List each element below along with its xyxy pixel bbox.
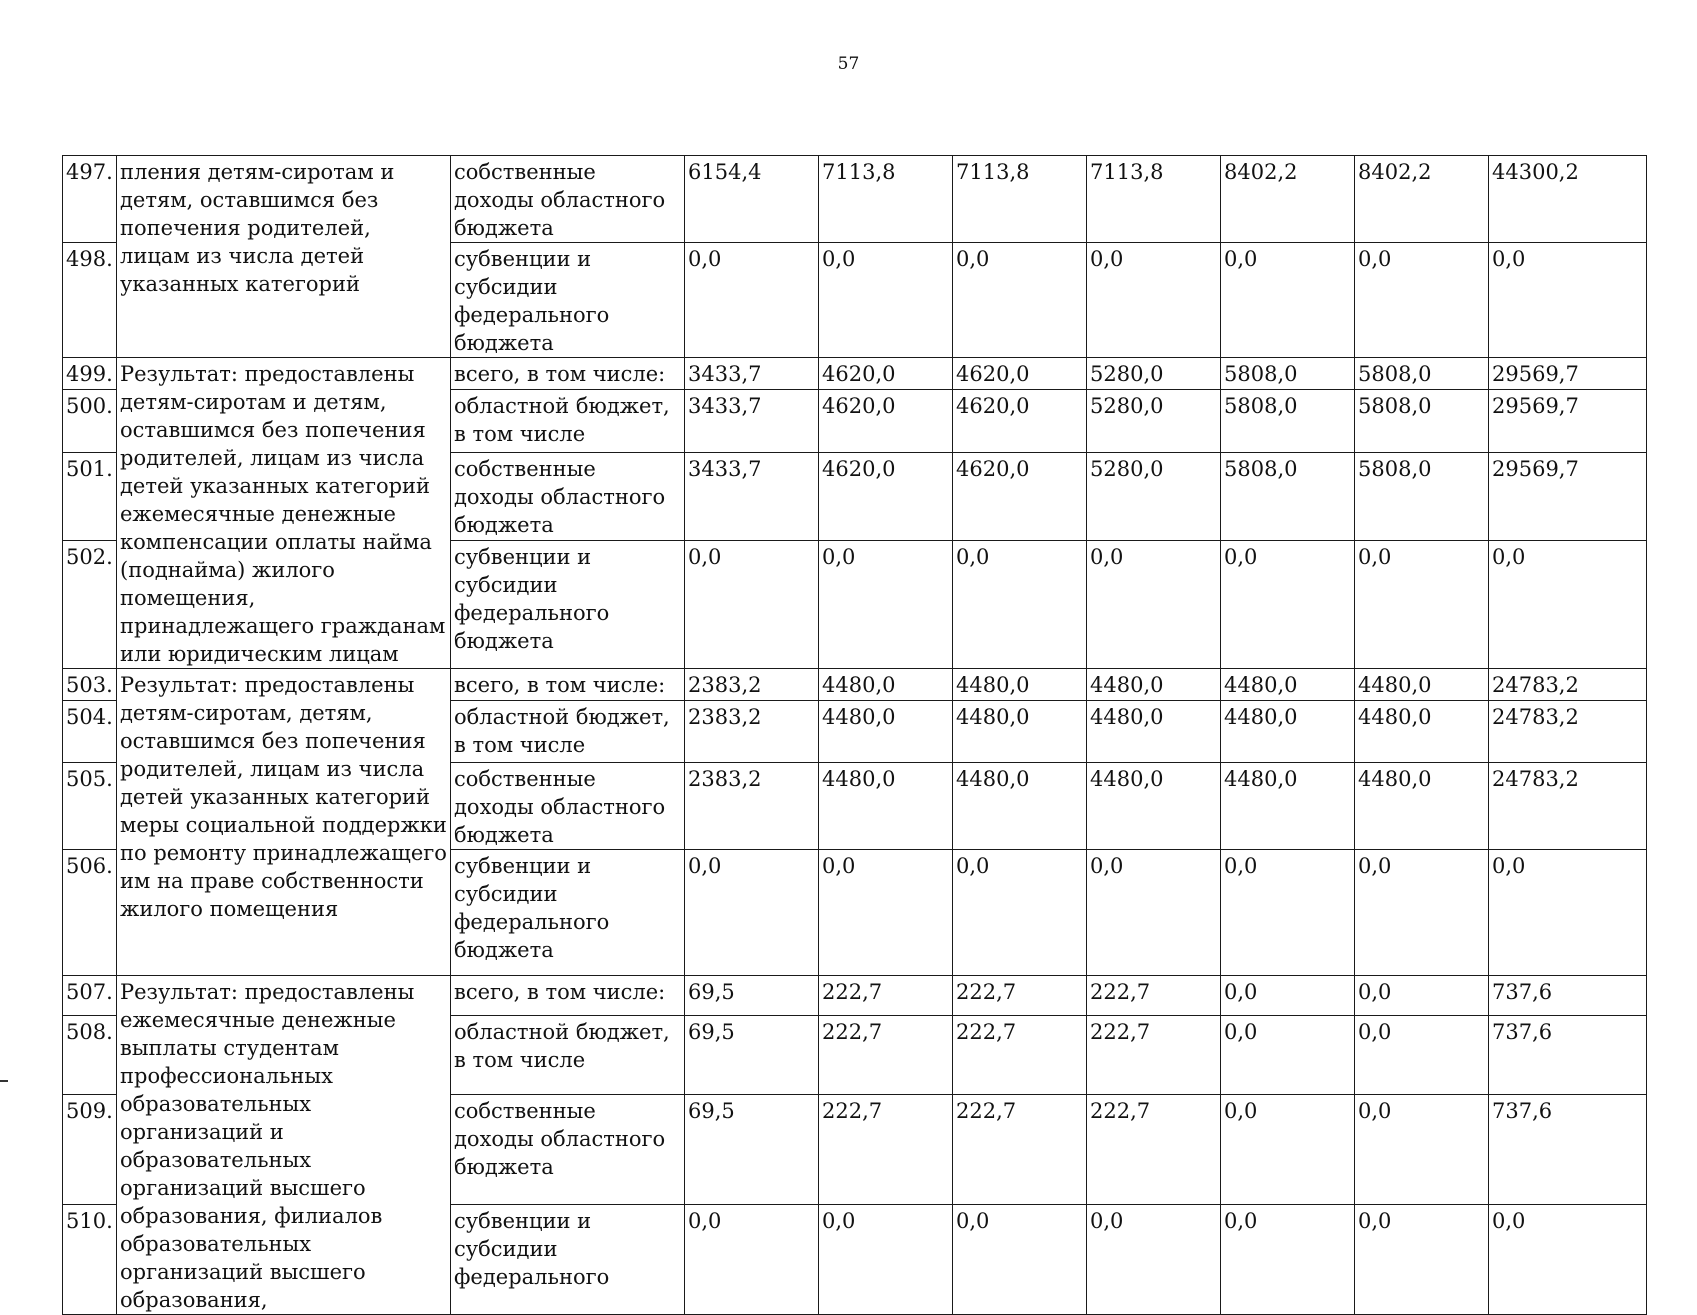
year-value-cell: 222,7 bbox=[819, 976, 953, 1016]
row-number: 500. bbox=[63, 390, 117, 453]
year-value-cell: 4480,0 bbox=[819, 763, 953, 850]
year-value-cell: 0,0 bbox=[1087, 850, 1221, 976]
year-value-cell: 4480,0 bbox=[1355, 763, 1489, 850]
year-value-cell: 4620,0 bbox=[953, 358, 1087, 390]
year-value-cell: 0,0 bbox=[1221, 850, 1355, 976]
year-value-cell: 0,0 bbox=[685, 541, 819, 669]
year-value-cell: 222,7 bbox=[953, 976, 1087, 1016]
year-value-cell: 7113,8 bbox=[953, 156, 1087, 243]
row-number: 507. bbox=[63, 976, 117, 1016]
total-value-cell: 737,6 bbox=[1489, 1016, 1647, 1094]
year-value-cell: 222,7 bbox=[953, 1094, 1087, 1204]
year-value-cell: 0,0 bbox=[1221, 1094, 1355, 1204]
funding-source: всего, в том числе: bbox=[451, 669, 685, 701]
funding-source: субвенции и субсидии федерального бюджета bbox=[451, 243, 685, 358]
total-value-cell: 0,0 bbox=[1489, 243, 1647, 358]
total-value-cell: 24783,2 bbox=[1489, 763, 1647, 850]
year-value-cell: 0,0 bbox=[1221, 976, 1355, 1016]
funding-source: субвенции и субсидии федерального бюджета bbox=[451, 541, 685, 669]
year-value-cell: 0,0 bbox=[1355, 850, 1489, 976]
year-value-cell: 0,0 bbox=[1087, 243, 1221, 358]
year-value-cell: 0,0 bbox=[953, 541, 1087, 669]
year-value-cell: 0,0 bbox=[1221, 541, 1355, 669]
year-value-cell: 0,0 bbox=[1355, 976, 1489, 1016]
year-value-cell: 4620,0 bbox=[953, 390, 1087, 453]
year-value-cell: 0,0 bbox=[819, 1204, 953, 1314]
table-row bbox=[63, 358, 1647, 390]
year-value-cell: 4620,0 bbox=[819, 453, 953, 541]
table-row bbox=[63, 669, 1647, 701]
year-value-cell: 4480,0 bbox=[953, 763, 1087, 850]
year-value-cell: 0,0 bbox=[1087, 541, 1221, 669]
year-value-cell: 222,7 bbox=[1087, 1016, 1221, 1094]
row-number: 506. bbox=[63, 850, 117, 976]
year-value-cell: 8402,2 bbox=[1221, 156, 1355, 243]
year-value-cell: 4620,0 bbox=[953, 453, 1087, 541]
year-value-cell: 4480,0 bbox=[1087, 763, 1221, 850]
year-value-cell: 0,0 bbox=[685, 850, 819, 976]
row-number: 504. bbox=[63, 701, 117, 763]
row-number: 497. bbox=[63, 156, 117, 243]
year-value-cell: 5808,0 bbox=[1221, 390, 1355, 453]
year-value-cell: 5808,0 bbox=[1221, 358, 1355, 390]
year-value-cell: 4480,0 bbox=[819, 669, 953, 701]
year-value-cell: 0,0 bbox=[1087, 1204, 1221, 1314]
total-value-cell: 24783,2 bbox=[1489, 701, 1647, 763]
row-number: 498. bbox=[63, 243, 117, 358]
year-value-cell: 4480,0 bbox=[1221, 763, 1355, 850]
year-value-cell: 0,0 bbox=[819, 541, 953, 669]
year-value-cell: 7113,8 bbox=[1087, 156, 1221, 243]
total-value-cell: 29569,7 bbox=[1489, 390, 1647, 453]
total-value-cell: 0,0 bbox=[1489, 1204, 1647, 1314]
year-value-cell: 69,5 bbox=[685, 976, 819, 1016]
year-value-cell: 5280,0 bbox=[1087, 358, 1221, 390]
total-value-cell: 29569,7 bbox=[1489, 358, 1647, 390]
year-value-cell: 222,7 bbox=[1087, 1094, 1221, 1204]
row-number: 510. bbox=[63, 1204, 117, 1314]
year-value-cell: 4480,0 bbox=[819, 701, 953, 763]
funding-source: областной бюджет, в том числе bbox=[451, 1016, 685, 1094]
total-value-cell: 737,6 bbox=[1489, 976, 1647, 1016]
row-number: 502. bbox=[63, 541, 117, 669]
row-number: 503. bbox=[63, 669, 117, 701]
year-value-cell: 2383,2 bbox=[685, 701, 819, 763]
result-description: пления детям-сиротам и детям, оставшимся без попечения родителей, лицам из числа детей указанных категорий bbox=[117, 156, 451, 358]
row-number: 499. bbox=[63, 358, 117, 390]
result-description: Результат: предоставлены детям-сиротам, детям, оставшимся без попечения родителей, лицам из числа детей указанных категорий меры социальной поддержки по ремонту принадлежащего им на праве собственности жилого помещения bbox=[117, 669, 451, 976]
result-description: Результат: предоставлены ежемесячные денежные выплаты студентам профессиональных образовательных организаций и образовательных организаций высшего образования, филиалов образовательных организаций высшего образования, bbox=[117, 976, 451, 1315]
year-value-cell: 4480,0 bbox=[953, 669, 1087, 701]
total-value-cell: 737,6 bbox=[1489, 1094, 1647, 1204]
year-value-cell: 0,0 bbox=[1355, 1016, 1489, 1094]
year-value-cell: 0,0 bbox=[819, 243, 953, 358]
year-value-cell: 222,7 bbox=[819, 1094, 953, 1204]
total-value-cell: 29569,7 bbox=[1489, 453, 1647, 541]
year-value-cell: 4620,0 bbox=[819, 358, 953, 390]
year-value-cell: 4480,0 bbox=[1355, 669, 1489, 701]
total-value-cell: 24783,2 bbox=[1489, 669, 1647, 701]
year-value-cell: 0,0 bbox=[819, 850, 953, 976]
year-value-cell: 3433,7 bbox=[685, 453, 819, 541]
year-value-cell: 2383,2 bbox=[685, 669, 819, 701]
year-value-cell: 0,0 bbox=[1355, 1204, 1489, 1314]
row-number: 508. bbox=[63, 1016, 117, 1094]
year-value-cell: 5808,0 bbox=[1221, 453, 1355, 541]
year-value-cell: 5808,0 bbox=[1355, 453, 1489, 541]
year-value-cell: 0,0 bbox=[1221, 1016, 1355, 1094]
year-value-cell: 0,0 bbox=[1355, 541, 1489, 669]
year-value-cell: 222,7 bbox=[1087, 976, 1221, 1016]
funding-source: субвенции и субсидии федерального бюджета bbox=[451, 850, 685, 976]
funding-source: областной бюджет, в том числе bbox=[451, 390, 685, 453]
funding-source: собственные доходы областного бюджета bbox=[451, 453, 685, 541]
funding-source: собственные доходы областного бюджета bbox=[451, 156, 685, 243]
year-value-cell: 4480,0 bbox=[1221, 701, 1355, 763]
funding-source: областной бюджет, в том числе bbox=[451, 701, 685, 763]
table-row bbox=[63, 156, 1647, 243]
year-value-cell: 5280,0 bbox=[1087, 390, 1221, 453]
year-value-cell: 4480,0 bbox=[953, 701, 1087, 763]
page-edge-mark bbox=[0, 1080, 8, 1082]
row-number: 501. bbox=[63, 453, 117, 541]
year-value-cell: 0,0 bbox=[1221, 243, 1355, 358]
year-value-cell: 5808,0 bbox=[1355, 390, 1489, 453]
year-value-cell: 69,5 bbox=[685, 1094, 819, 1204]
year-value-cell: 5808,0 bbox=[1355, 358, 1489, 390]
funding-source: всего, в том числе: bbox=[451, 976, 685, 1016]
year-value-cell: 69,5 bbox=[685, 1016, 819, 1094]
row-number: 505. bbox=[63, 763, 117, 850]
funding-source: субвенции и субсидии федерального bbox=[451, 1204, 685, 1314]
funding-source: всего, в том числе: bbox=[451, 358, 685, 390]
year-value-cell: 4480,0 bbox=[1087, 669, 1221, 701]
total-value-cell: 0,0 bbox=[1489, 850, 1647, 976]
total-value-cell: 0,0 bbox=[1489, 541, 1647, 669]
page-number: 57 bbox=[837, 54, 860, 74]
year-value-cell: 4480,0 bbox=[1355, 701, 1489, 763]
year-value-cell: 2383,2 bbox=[685, 763, 819, 850]
year-value-cell: 4480,0 bbox=[1221, 669, 1355, 701]
year-value-cell: 4480,0 bbox=[1087, 701, 1221, 763]
year-value-cell: 0,0 bbox=[1355, 243, 1489, 358]
total-value-cell: 44300,2 bbox=[1489, 156, 1647, 243]
year-value-cell: 0,0 bbox=[1221, 1204, 1355, 1314]
year-value-cell: 222,7 bbox=[819, 1016, 953, 1094]
year-value-cell: 6154,4 bbox=[685, 156, 819, 243]
year-value-cell: 0,0 bbox=[1355, 1094, 1489, 1204]
year-value-cell: 0,0 bbox=[953, 243, 1087, 358]
table-row bbox=[63, 976, 1647, 1016]
year-value-cell: 5280,0 bbox=[1087, 453, 1221, 541]
budget-table-body bbox=[63, 156, 1647, 1315]
result-description: Результат: предоставлены детям-сиротам и детям, оставшимся без попечения родителей, лицам из числа детей указанных категорий ежемесячные денежные компенсации оплаты найма (поднайма) жилого помещения, принадлежащего гражданам или юридическим лицам bbox=[117, 358, 451, 669]
budget-table bbox=[62, 155, 1647, 1315]
year-value-cell: 222,7 bbox=[953, 1016, 1087, 1094]
year-value-cell: 4620,0 bbox=[819, 390, 953, 453]
funding-source: собственные доходы областного бюджета bbox=[451, 763, 685, 850]
year-value-cell: 0,0 bbox=[953, 1204, 1087, 1314]
year-value-cell: 0,0 bbox=[685, 243, 819, 358]
year-value-cell: 0,0 bbox=[685, 1204, 819, 1314]
row-number: 509. bbox=[63, 1094, 117, 1204]
year-value-cell: 7113,8 bbox=[819, 156, 953, 243]
year-value-cell: 3433,7 bbox=[685, 358, 819, 390]
year-value-cell: 3433,7 bbox=[685, 390, 819, 453]
year-value-cell: 8402,2 bbox=[1355, 156, 1489, 243]
year-value-cell: 0,0 bbox=[953, 850, 1087, 976]
funding-source: собственные доходы областного бюджета bbox=[451, 1094, 685, 1204]
